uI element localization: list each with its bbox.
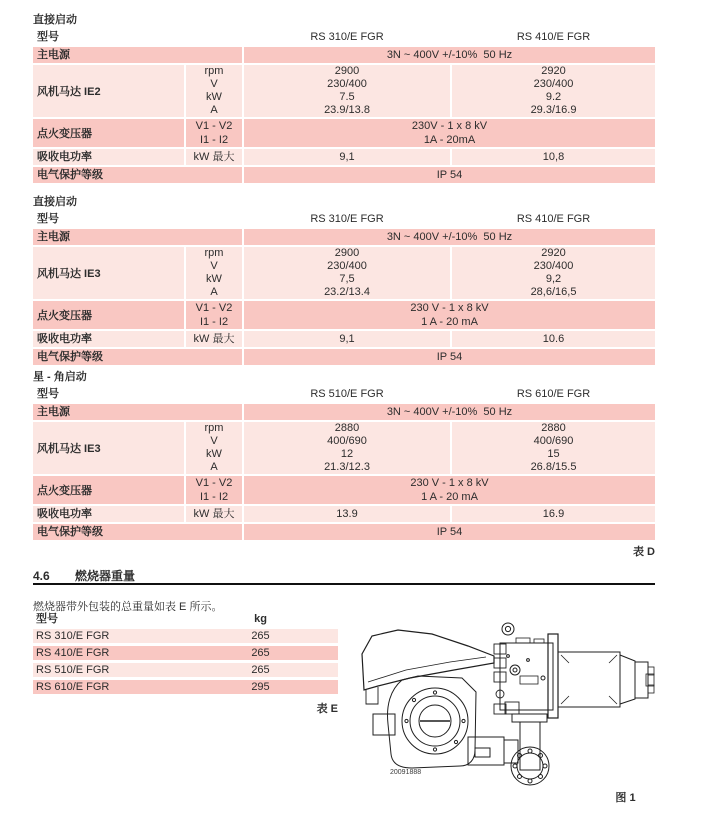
value: 9.2 [545,91,562,103]
value: 2900 [334,65,360,77]
motor-values-2 [452,247,655,299]
value: 400/690 [327,435,367,447]
weight-kg: 295 [251,681,270,693]
value: 7.5 [339,91,355,103]
table-row-model [33,30,655,45]
fan-housing [388,676,476,768]
model-label: 型号 [37,31,59,43]
power-value: 3N ~ 400V +/-10% 50 Hz [244,47,655,63]
value: 230/400 [533,78,574,90]
value: 230/400 [327,260,367,272]
table-row-motor [33,422,655,474]
model-2: RS 410/E FGR [516,213,591,225]
model-1: RS 510/E FGR [310,388,384,400]
table-row-model [33,387,655,402]
unit-a: A [210,461,218,473]
ignition-label: 点火变压器 [33,476,184,504]
protection-value: IP 54 [244,524,655,540]
absorbed-2: 10,8 [452,149,655,165]
weight-kg: 265 [251,630,270,642]
protection-label: 电气保护等级 [33,349,242,365]
caption-table-d: 表 D [633,546,655,558]
gas-pipe [505,702,549,785]
ignition-label: 点火变压器 [33,119,184,147]
spec-table-star-delta-ie3 [33,371,655,540]
motor-values-2 [452,422,655,474]
unit-rpm: rpm [204,422,224,434]
unit-rpm: rpm [204,65,224,77]
table-row-motor [33,247,655,299]
absorbed-label: 吸收电功率 [33,331,184,347]
motor-values-1 [244,247,450,299]
section-title: 燃烧器重量 [75,569,136,583]
section-intro: 燃烧器带外包装的总重量如表 E 所示。 [33,601,223,613]
ignition-units [186,476,242,504]
value: 15 [547,448,560,460]
power-label: 主电源 [33,47,242,63]
table-row [33,680,338,694]
table-row-power [33,404,655,420]
weight-kg: 265 [251,647,270,659]
table-row-protection [33,167,655,183]
table-row-ignition [33,476,655,504]
absorbed-1: 13.9 [244,506,450,522]
ignition-values [244,119,655,147]
ignition-label: 点火变压器 [33,301,184,329]
table-row-model [33,212,655,227]
protection-value: IP 54 [244,167,655,183]
combustion-head [620,655,654,704]
power-label: 主电源 [33,404,242,420]
value: 2920 [541,247,566,259]
unit: I1 - I2 [199,491,229,503]
spec-table-direct-start-ie3 [33,196,655,365]
table-row [33,663,338,677]
value: 29.3/16.9 [530,104,577,116]
value: 2920 [541,65,566,77]
absorbed-unit: kW 最大 [186,506,242,522]
value: 1 A - 20 mA [421,316,478,328]
unit-rpm: rpm [204,247,224,259]
table-title: 星 - 角启动 [33,371,87,383]
air-hood [362,630,494,704]
value: 2900 [334,247,360,259]
table-row-absorbed [33,149,655,165]
ignition-units [186,301,242,329]
value: 230 V - 1 x 8 kV [410,302,489,314]
weight-model: RS 410/E FGR [36,647,110,659]
table-row-protection [33,349,655,365]
motor-units [186,65,242,117]
left-box [373,714,395,735]
unit: I1 - I2 [199,316,229,328]
value: 28,6/16,5 [530,286,577,298]
weight-model: RS 310/E FGR [36,630,110,642]
value: 230/400 [533,260,574,272]
table-row-absorbed [33,331,655,347]
absorbed-label: 吸收电功率 [33,149,184,165]
protection-value: IP 54 [244,349,655,365]
unit-kw: kW [206,448,222,460]
section-heading [33,567,655,585]
absorbed-2: 16.9 [452,506,655,522]
model-2: RS 410/E FGR [516,31,591,43]
burner-figure [358,616,702,806]
table-row [33,629,338,643]
absorbed-unit: kW 最大 [186,149,242,165]
table-row-protection [33,524,655,540]
motor-values-2 [452,65,655,117]
value: 230V - 1 x 8 kV [411,120,488,132]
unit-a: A [210,104,218,116]
weight-header-model: 型号 [36,613,58,625]
lifting-eye [502,623,514,635]
unit: I1 - I2 [199,134,229,146]
weight-table [33,612,338,694]
weight-header-row [33,612,338,626]
motor-values-1 [244,65,450,117]
ignition-units [186,119,242,147]
table-row-absorbed [33,506,655,522]
value: 23.2/13.4 [324,286,370,298]
value: 12 [340,448,354,460]
ignition-values [244,476,655,504]
unit-v: V [210,78,218,90]
value: 230 V - 1 x 8 kV [410,477,489,489]
table-row [33,646,338,660]
value: 2880 [334,422,360,434]
table-row-ignition [33,301,655,329]
table-row-ignition [33,119,655,147]
weight-model: RS 510/E FGR [36,664,110,676]
absorbed-2: 10.6 [452,331,655,347]
value: 230/400 [327,78,367,90]
value: 23.9/13.8 [324,104,370,116]
motor-label: 风机马达 IE2 [33,65,184,117]
absorbed-1: 9,1 [244,149,450,165]
unit: V1 - V2 [195,120,233,132]
table-title: 直接启动 [33,196,77,208]
power-value: 3N ~ 400V +/-10% 50 Hz [244,404,655,420]
unit-kw: kW [206,91,222,103]
value: 26.8/15.5 [530,461,577,473]
weight-model: RS 610/E FGR [36,681,110,693]
table-row-motor [33,65,655,117]
control-body [500,638,553,710]
absorbed-1: 9,1 [244,331,450,347]
motor-values-1 [244,422,450,474]
value: 1A - 20mA [423,134,476,146]
unit-kw: kW [206,273,222,285]
table-row-power [33,229,655,245]
table-title: 直接启动 [33,14,77,26]
ignition-values [244,301,655,329]
weight-header-kg: kg [254,613,267,625]
value: 21.3/12.3 [324,461,370,473]
caption-figure-1: 图 1 [615,792,636,804]
value: 2880 [541,422,566,434]
value: 9,2 [545,273,562,285]
weight-kg: 265 [251,664,270,676]
model-label: 型号 [37,388,59,400]
motor-units [186,247,242,299]
power-label: 主电源 [33,229,242,245]
motor-label: 风机马达 IE3 [33,422,184,474]
model-1: RS 310/E FGR [310,213,384,225]
motor-label: 风机马达 IE3 [33,247,184,299]
unit-v: V [210,435,218,447]
section-number: 4.6 [33,569,50,583]
motor-units [186,422,242,474]
protection-label: 电气保护等级 [33,167,242,183]
burner-drawing [358,616,702,806]
absorbed-unit: kW 最大 [186,331,242,347]
model-label: 型号 [37,213,59,225]
unit-a: A [210,286,218,298]
value: 400/690 [533,435,574,447]
value: 7,5 [339,273,355,285]
model-1: RS 310/E FGR [310,31,384,43]
model-2: RS 610/E FGR [516,388,591,400]
value: 1 A - 20 mA [421,491,478,503]
spec-table-direct-start-ie2 [33,14,655,183]
drawing-number: 20091888 [390,769,422,776]
table-row-power [33,47,655,63]
caption-table-e: 表 E [316,703,338,715]
unit-v: V [210,260,218,272]
absorbed-label: 吸收电功率 [33,506,184,522]
blast-tube [558,652,620,707]
unit: V1 - V2 [195,302,233,314]
unit: V1 - V2 [195,477,233,489]
protection-label: 电气保护等级 [33,524,242,540]
power-value: 3N ~ 400V +/-10% 50 Hz [244,229,655,245]
